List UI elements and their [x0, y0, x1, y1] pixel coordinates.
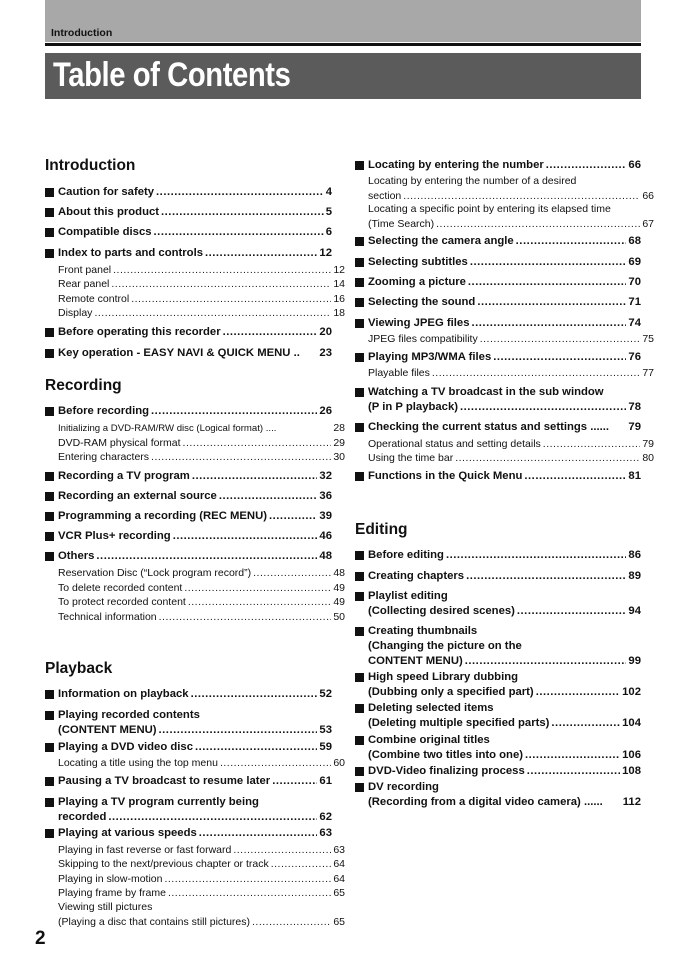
toc-entry[interactable]: Locating by entering the number ..... 66	[355, 158, 641, 173]
square-bullet-icon	[45, 552, 54, 561]
toc-entry[interactable]: Before operating this recorder ..... 20	[45, 325, 332, 340]
square-bullet-icon	[355, 319, 364, 328]
toc-subentry[interactable]: Locating by entering the number of a desired section ..... 66	[355, 174, 654, 203]
square-bullet-icon	[45, 690, 54, 699]
square-bullet-icon	[45, 777, 54, 786]
square-bullet-icon	[45, 711, 54, 720]
square-bullet-icon	[355, 627, 364, 636]
section-title-recording: Recording	[45, 377, 122, 394]
square-bullet-icon	[355, 551, 364, 560]
toc-entry[interactable]: Before recording ..... 26	[45, 404, 332, 419]
toc-subentry[interactable]: To protect recorded content ..... 49	[45, 595, 345, 610]
page-title: Table of Contents	[53, 56, 291, 94]
toc-subentry[interactable]: Playable files ..... 77	[355, 366, 654, 381]
toc-subentry[interactable]: Playing frame by frame ..... 65	[45, 886, 345, 901]
toc-entry[interactable]: Playing a DVD video disc ..... 59	[45, 740, 332, 755]
square-bullet-icon	[45, 798, 54, 807]
toc-entry[interactable]: Creating chapters ..... 89	[355, 569, 641, 584]
square-bullet-icon	[355, 278, 364, 287]
title-banner	[45, 53, 641, 99]
square-bullet-icon	[355, 353, 364, 362]
square-bullet-icon	[355, 472, 364, 481]
toc-entry[interactable]: Playing a TV program currently being recorded ..... 62	[45, 795, 332, 825]
toc-entry[interactable]: About this product ..... 5	[45, 205, 332, 220]
toc-subentry[interactable]: Display ..... 18	[45, 306, 345, 321]
toc-entry[interactable]: DV recording (Recording from a digital video camera) ...... 112	[355, 780, 641, 810]
square-bullet-icon	[355, 767, 364, 776]
section-title-playback: Playback	[45, 660, 113, 677]
square-bullet-icon	[355, 572, 364, 581]
toc-entry[interactable]: Combine original titles (Combine two titles into one) ..... 106	[355, 733, 641, 763]
toc-entry[interactable]: Key operation - EASY NAVI & QUICK MENU .. 23	[45, 346, 332, 361]
toc-entry[interactable]: Playing MP3/WMA files ..... 76	[355, 350, 641, 365]
toc-subentry[interactable]: Locating a title using the top menu ..... 60	[45, 756, 345, 771]
toc-entry[interactable]: Zooming a picture ..... 70	[355, 275, 641, 290]
toc-subentry[interactable]: Playing in slow-motion ..... 64	[45, 872, 345, 887]
toc-subentry[interactable]: Rear panel ..... 14	[45, 277, 345, 292]
square-bullet-icon	[355, 736, 364, 745]
square-bullet-icon	[355, 704, 364, 713]
toc-subentry[interactable]: Operational status and setting details ..... 79	[355, 437, 654, 452]
toc-entry[interactable]: Selecting subtitles ..... 69	[355, 255, 641, 270]
header-rule	[45, 43, 641, 46]
toc-entry[interactable]: Watching a TV broadcast in the sub window (P in P playback) ..... 78	[355, 385, 641, 415]
toc-entry[interactable]: Viewing JPEG files ..... 74	[355, 316, 641, 331]
toc-subentry[interactable]: Skipping to the next/previous chapter or track ..... 64	[45, 857, 345, 872]
toc-entry[interactable]: Playing recorded contents (CONTENT MENU) ..... 53	[45, 708, 332, 738]
square-bullet-icon	[355, 673, 364, 682]
toc-entry[interactable]: VCR Plus+ recording ..... 46	[45, 529, 332, 544]
toc-entry[interactable]: Creating thumbnails (Changing the picture on the CONTENT MENU) ..... 99	[355, 624, 641, 669]
toc-subentry[interactable]: To delete recorded content ..... 49	[45, 581, 345, 596]
square-bullet-icon	[45, 208, 54, 217]
toc-entry[interactable]: High speed Library dubbing (Dubbing only a specified part) ..... 102	[355, 670, 641, 700]
toc-entry[interactable]: Compatible discs ..... 6	[45, 225, 332, 240]
square-bullet-icon	[45, 349, 54, 358]
toc-entry[interactable]: Recording a TV program ..... 32	[45, 469, 332, 484]
toc-entry[interactable]: Selecting the camera angle ..... 68	[355, 234, 641, 249]
square-bullet-icon	[45, 492, 54, 501]
toc-entry[interactable]: Index to parts and controls ..... 12	[45, 246, 332, 261]
square-bullet-icon	[45, 532, 54, 541]
square-bullet-icon	[45, 249, 54, 258]
header-bar	[45, 0, 641, 42]
square-bullet-icon	[355, 298, 364, 307]
toc-entry[interactable]: Information on playback ..... 52	[45, 687, 332, 702]
toc-subentry[interactable]: Reservation Disc (“Lock program record”) ..... 48	[45, 566, 345, 581]
square-bullet-icon	[45, 228, 54, 237]
square-bullet-icon	[45, 512, 54, 521]
square-bullet-icon	[355, 783, 364, 792]
toc-entry[interactable]: Playlist editing (Collecting desired scenes) ..... 94	[355, 589, 641, 619]
square-bullet-icon	[45, 328, 54, 337]
toc-subentry[interactable]: Technical information ..... 50	[45, 610, 345, 625]
square-bullet-icon	[45, 472, 54, 481]
toc-entry[interactable]: Others ..... 48	[45, 549, 332, 564]
toc-subentry[interactable]: Viewing still pictures (Playing a disc that contains still pictures) ..... 65	[45, 900, 345, 929]
toc-subentry[interactable]: Front panel ..... 12	[45, 263, 345, 278]
toc-entry[interactable]: Selecting the sound ..... 71	[355, 295, 641, 310]
toc-subentry[interactable]: Locating a specific point by entering its elapsed time (Time Search) ..... 67	[355, 202, 654, 231]
toc-subentry[interactable]: Using the time bar ..... 80	[355, 451, 654, 466]
square-bullet-icon	[355, 592, 364, 601]
toc-entry[interactable]: Pausing a TV broadcast to resume later ..... 61	[45, 774, 332, 789]
toc-entry[interactable]: Deleting selected items (Deleting multiple specified parts) ..... 104	[355, 701, 641, 731]
toc-subentry[interactable]: JPEG files compatibility ..... 75	[355, 332, 654, 347]
square-bullet-icon	[45, 188, 54, 197]
toc-entry[interactable]: Playing at various speeds ..... 63	[45, 826, 332, 841]
square-bullet-icon	[355, 423, 364, 432]
square-bullet-icon	[45, 743, 54, 752]
square-bullet-icon	[355, 388, 364, 397]
toc-entry[interactable]: Programming a recording (REC MENU) ..... 39	[45, 509, 332, 524]
toc-entry[interactable]: DVD-Video finalizing process ..... 108	[355, 764, 641, 779]
square-bullet-icon	[45, 829, 54, 838]
toc-subentry[interactable]: DVD-RAM physical format ..... 29	[45, 436, 345, 451]
toc-entry[interactable]: Recording an external source ..... 36	[45, 489, 332, 504]
toc-entry[interactable]: Caution for safety ..... 4	[45, 185, 332, 200]
toc-entry[interactable]: Checking the current status and settings ...... 79	[355, 420, 641, 435]
square-bullet-icon	[45, 407, 54, 416]
toc-subentry[interactable]: Entering characters ..... 30	[45, 450, 345, 465]
toc-entry[interactable]: Before editing ..... 86	[355, 548, 641, 563]
section-title-editing: Editing	[355, 521, 408, 538]
square-bullet-icon	[355, 258, 364, 267]
section-label: Introduction	[51, 27, 113, 39]
toc-entry[interactable]: Functions in the Quick Menu ..... 81	[355, 469, 641, 484]
toc-subentry[interactable]: Playing in fast reverse or fast forward ..... 63	[45, 843, 345, 858]
page-number: 2	[35, 928, 46, 949]
square-bullet-icon	[355, 161, 364, 170]
square-bullet-icon	[355, 237, 364, 246]
toc-subentry[interactable]: Remote control ..... 16	[45, 292, 345, 307]
section-title-introduction: Introduction	[45, 157, 136, 174]
toc-subentry[interactable]: Initializing a DVD-RAM/RW disc (Logical format) .... 28	[58, 422, 345, 434]
